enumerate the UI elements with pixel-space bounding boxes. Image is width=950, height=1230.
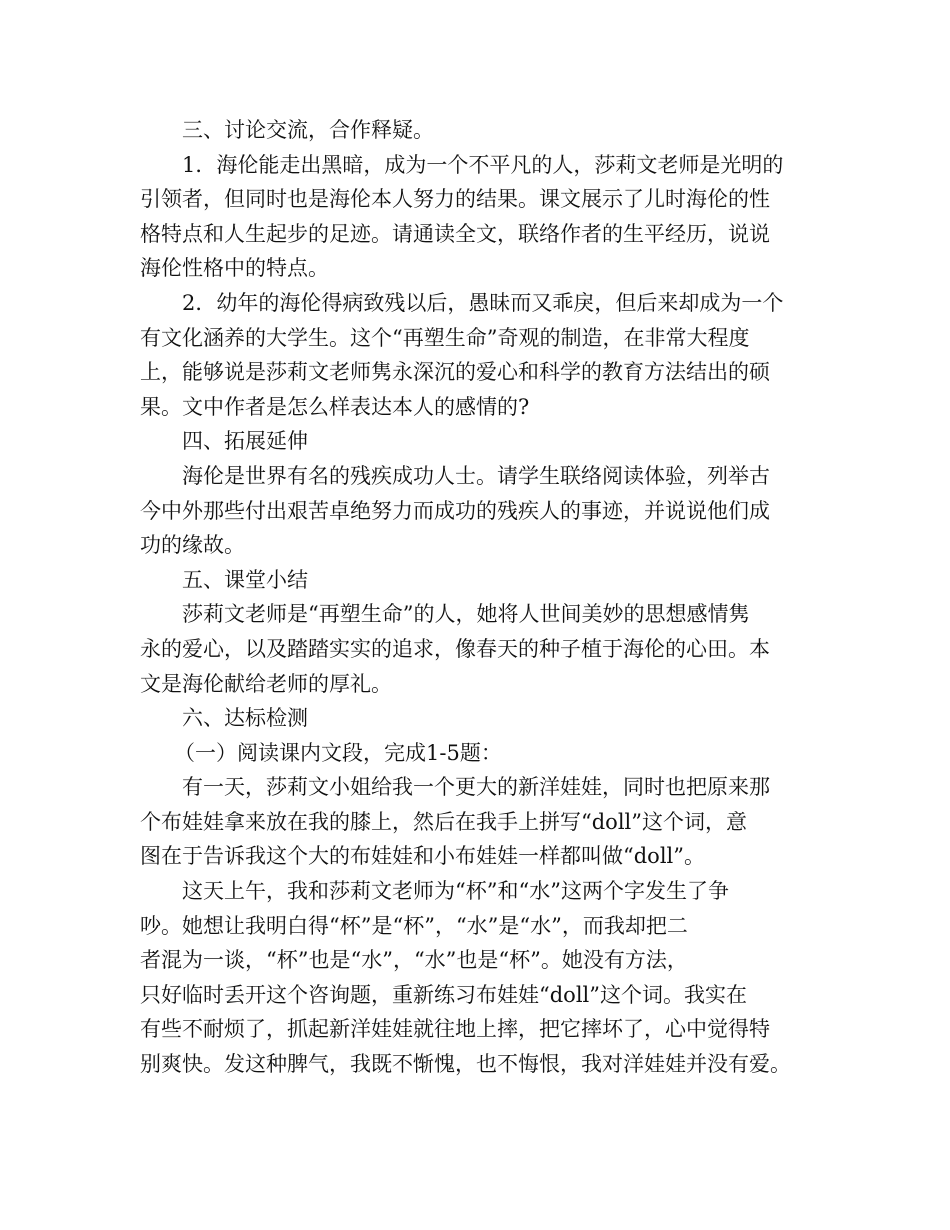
question-1-line: 格特点和人生起步的足迹。请通读全文，联络作者的生平经历，说说: [140, 221, 770, 246]
extension-paragraph-line: 海伦是世界有名的残疾成功人士。请学生联络阅读体验，列举古: [182, 463, 770, 488]
section-heading-summary: 五、课堂小结: [182, 567, 308, 592]
passage-paragraph-2-line: 有些不耐烦了，抓起新洋娃娃就往地上摔，把它摔坏了，心中觉得特: [140, 1017, 770, 1042]
section-heading-discussion: 三、讨论交流，合作释疑。: [182, 118, 434, 142]
question-2-line: 2．幼年的海伦得病致残以后，愚昧而又乖戾，但后来却成为一个: [182, 290, 784, 315]
question-1-line: 海伦性格中的特点。: [140, 256, 329, 281]
question-1-line: 1．海伦能走出黑暗，成为一个不平凡的人，莎莉文老师是光明的: [182, 152, 784, 177]
passage-paragraph-2-line: 只好临时丢开这个咨询题，重新练习布娃娃“doll”这个词。我实在: [140, 982, 747, 1007]
question-1-line: 引领者，但同时也是海伦本人努力的结果。课文展示了儿时海伦的性: [140, 187, 770, 212]
passage-paragraph-1-line: 个布娃娃拿来放在我的膝上，然后在我手上拼写“doll”这个词，意: [140, 809, 747, 834]
extension-paragraph-line: 今中外那些付出艰苦卓绝努力而成功的残疾人的事迹，并说说他们成: [140, 498, 770, 523]
section-heading-extension: 四、拓展延伸: [182, 429, 308, 454]
question-2-line: 上，能够说是莎莉文老师隽永深沉的爱心和科学的教育方法结出的硕: [140, 360, 770, 385]
extension-paragraph-line: 功的缘故。: [140, 533, 245, 558]
passage-paragraph-1-line: 有一天，莎莉文小姐给我一个更大的新洋娃娃，同时也把原来那: [182, 775, 770, 800]
reading-task-instruction: （一）阅读课内文段，完成1-5题：: [174, 740, 502, 765]
passage-paragraph-1-line: 图在于告诉我这个大的布娃娃和小布娃娃一样都叫做“doll”。: [140, 844, 705, 869]
summary-paragraph-line: 永的爱心，以及踏踏实实的追求，像春天的种子植于海伦的心田。本: [140, 636, 770, 661]
section-heading-assessment: 六、达标检测: [182, 706, 308, 731]
summary-paragraph-line: 莎莉文老师是“再塑生命”的人，她将人世间美妙的思想感情隽: [182, 602, 750, 627]
summary-paragraph-line: 文是海伦献给老师的厚礼。: [140, 671, 392, 696]
question-2-line: 有文化涵养的大学生。这个“再塑生命”奇观的制造，在非常大程度: [140, 325, 750, 350]
passage-paragraph-2-line: 者混为一谈，“杯”也是“水”，“水”也是“杯”。她没有方法，: [140, 948, 688, 973]
passage-paragraph-2-line: 别爽快。发这种脾气，我既不惭愧，也不悔恨，我对洋娃娃并没有爱。: [140, 1052, 791, 1077]
passage-paragraph-2-line: 吵。她想让我明白得“杯”是“杯”，“水”是“水”，而我却把二: [140, 913, 688, 938]
passage-paragraph-2-line: 这天上午，我和莎莉文老师为“杯”和“水”这两个字发生了争: [182, 879, 729, 904]
question-2-line: 果。文中作者是怎么样表达本人的感情的?: [140, 394, 530, 419]
document-body: [140, 113, 812, 1082]
